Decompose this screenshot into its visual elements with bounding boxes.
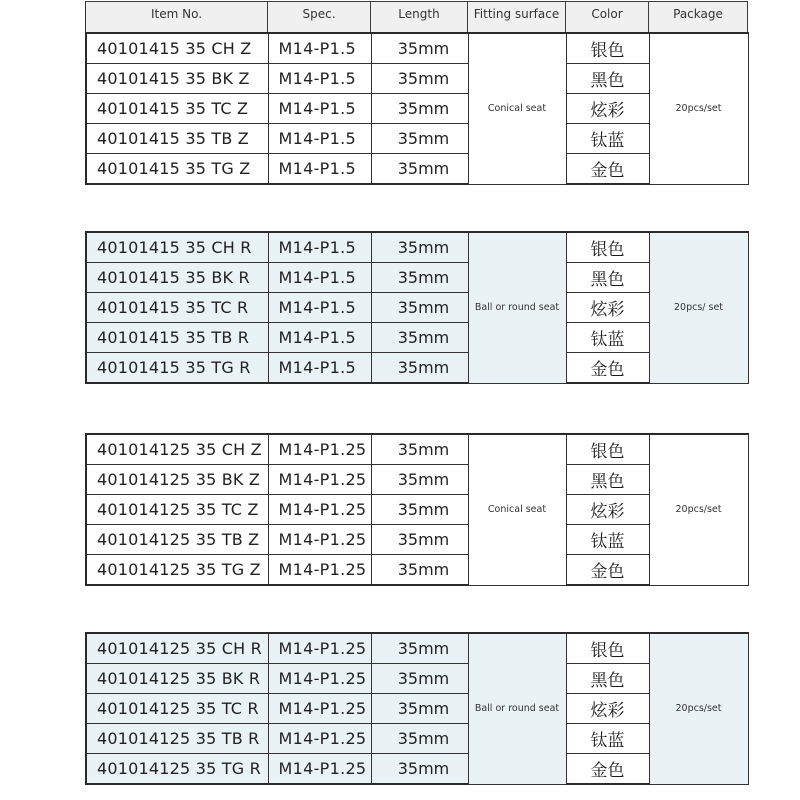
item-no-cell: 401014125 35 CH R (86, 633, 268, 664)
product-block-4 (85, 632, 749, 785)
length-cell: 35mm (371, 465, 468, 495)
item-no-cell: 40101415 35 CH Z (86, 33, 268, 64)
length-cell: 35mm (371, 64, 468, 94)
table-row (86, 525, 748, 555)
spec-cell: M14-P1.5 (268, 232, 371, 263)
length-cell: 35mm (371, 323, 468, 353)
spec-cell: M14-P1.5 (268, 323, 371, 353)
fitting-surface-cell: Conical seat (468, 33, 566, 184)
package-cell: 20pcs/set (649, 633, 748, 784)
color-cell: 黑色 (566, 64, 649, 94)
color-cell: 金色 (566, 754, 649, 785)
color-cell: 炫彩 (566, 94, 649, 124)
spec-cell: M14-P1.5 (268, 353, 371, 384)
table-row (86, 724, 748, 754)
product-block-2 (85, 231, 749, 384)
product-block-1 (85, 32, 749, 185)
length-cell: 35mm (371, 154, 468, 185)
header-length: Length (371, 2, 468, 38)
color-cell: 钛蓝 (566, 124, 649, 154)
color-cell: 银色 (566, 33, 649, 64)
table-row (86, 154, 748, 185)
spec-cell: M14-P1.25 (268, 434, 371, 465)
package-cell: 20pcs/ set (649, 232, 748, 383)
item-no-cell: 40101415 35 CH R (86, 232, 268, 263)
color-cell: 黑色 (566, 263, 649, 293)
color-cell: 黑色 (566, 664, 649, 694)
spec-cell: M14-P1.5 (268, 154, 371, 185)
color-cell: 金色 (566, 154, 649, 185)
length-cell: 35mm (371, 495, 468, 525)
color-cell: 炫彩 (566, 694, 649, 724)
length-cell: 35mm (371, 633, 468, 664)
product-block-3 (85, 433, 749, 586)
item-no-cell: 401014125 35 TC Z (86, 495, 268, 525)
color-cell: 银色 (566, 232, 649, 263)
spec-cell: M14-P1.5 (268, 64, 371, 94)
spec-cell: M14-P1.25 (268, 664, 371, 694)
table-row (86, 754, 748, 785)
item-no-cell: 40101415 35 TG R (86, 353, 268, 384)
spec-cell: M14-P1.5 (268, 124, 371, 154)
table-row (86, 555, 748, 586)
color-cell: 炫彩 (566, 293, 649, 323)
table-row (86, 664, 748, 694)
item-no-cell: 401014125 35 TG R (86, 754, 268, 785)
spec-cell: M14-P1.5 (268, 94, 371, 124)
item-no-cell: 40101415 35 TC R (86, 293, 268, 323)
item-no-cell: 401014125 35 CH Z (86, 434, 268, 465)
fitting-surface-cell: Ball or round seat (468, 633, 566, 784)
header-fitting-surface: Fitting surface (468, 2, 566, 38)
table-row (86, 232, 748, 263)
color-cell: 金色 (566, 555, 649, 586)
spec-cell: M14-P1.5 (268, 293, 371, 323)
table-row (86, 263, 748, 293)
color-cell: 炫彩 (566, 495, 649, 525)
table-row (86, 94, 748, 124)
length-cell: 35mm (371, 293, 468, 323)
spec-cell: M14-P1.5 (268, 33, 371, 64)
spec-cell: M14-P1.25 (268, 555, 371, 586)
spec-cell: M14-P1.25 (268, 754, 371, 785)
item-no-cell: 401014125 35 TC R (86, 694, 268, 724)
item-no-cell: 40101415 35 TB Z (86, 124, 268, 154)
item-no-cell: 40101415 35 BK R (86, 263, 268, 293)
item-no-cell: 401014125 35 BK Z (86, 465, 268, 495)
table-row (86, 434, 748, 465)
item-no-cell: 40101415 35 TB R (86, 323, 268, 353)
table-row (86, 633, 748, 664)
color-cell: 银色 (566, 633, 649, 664)
color-cell: 钛蓝 (566, 525, 649, 555)
spec-cell: M14-P1.5 (268, 263, 371, 293)
length-cell: 35mm (371, 555, 468, 586)
item-no-cell: 40101415 35 TG Z (86, 154, 268, 185)
length-cell: 35mm (371, 94, 468, 124)
color-cell: 钛蓝 (566, 724, 649, 754)
package-cell: 20pcs/set (649, 33, 748, 184)
table-row (86, 694, 748, 724)
length-cell: 35mm (371, 33, 468, 64)
table-row (86, 465, 748, 495)
item-no-cell: 401014125 35 TG Z (86, 555, 268, 586)
spec-cell: M14-P1.25 (268, 525, 371, 555)
table-row (86, 323, 748, 353)
header-item-no: Item No. (86, 2, 268, 38)
item-no-cell: 401014125 35 TB Z (86, 525, 268, 555)
table-row (86, 64, 748, 94)
length-cell: 35mm (371, 694, 468, 724)
spec-cell: M14-P1.25 (268, 724, 371, 754)
length-cell: 35mm (371, 124, 468, 154)
spec-cell: M14-P1.25 (268, 633, 371, 664)
color-cell: 钛蓝 (566, 323, 649, 353)
length-cell: 35mm (371, 525, 468, 555)
color-cell: 黑色 (566, 465, 649, 495)
length-cell: 35mm (371, 664, 468, 694)
spec-cell: M14-P1.25 (268, 465, 371, 495)
item-no-cell: 401014125 35 TB R (86, 724, 268, 754)
table-row (86, 33, 748, 64)
length-cell: 35mm (371, 724, 468, 754)
fitting-surface-cell: Ball or round seat (468, 232, 566, 383)
spec-cell: M14-P1.25 (268, 495, 371, 525)
item-no-cell: 40101415 35 BK Z (86, 64, 268, 94)
length-cell: 35mm (371, 434, 468, 465)
table-row (86, 293, 748, 323)
length-cell: 35mm (371, 353, 468, 384)
table-row (86, 124, 748, 154)
color-cell: 金色 (566, 353, 649, 384)
table-row (86, 353, 748, 384)
fitting-surface-cell: Conical seat (468, 434, 566, 585)
header-color: Color (566, 2, 649, 38)
header-spec: Spec. (268, 2, 371, 38)
spec-cell: M14-P1.25 (268, 694, 371, 724)
length-cell: 35mm (371, 232, 468, 263)
package-cell: 20pcs/set (649, 434, 748, 585)
length-cell: 35mm (371, 754, 468, 785)
item-no-cell: 40101415 35 TC Z (86, 94, 268, 124)
table-row (86, 495, 748, 525)
length-cell: 35mm (371, 263, 468, 293)
header-package: Package (649, 2, 748, 38)
color-cell: 银色 (566, 434, 649, 465)
item-no-cell: 401014125 35 BK R (86, 664, 268, 694)
